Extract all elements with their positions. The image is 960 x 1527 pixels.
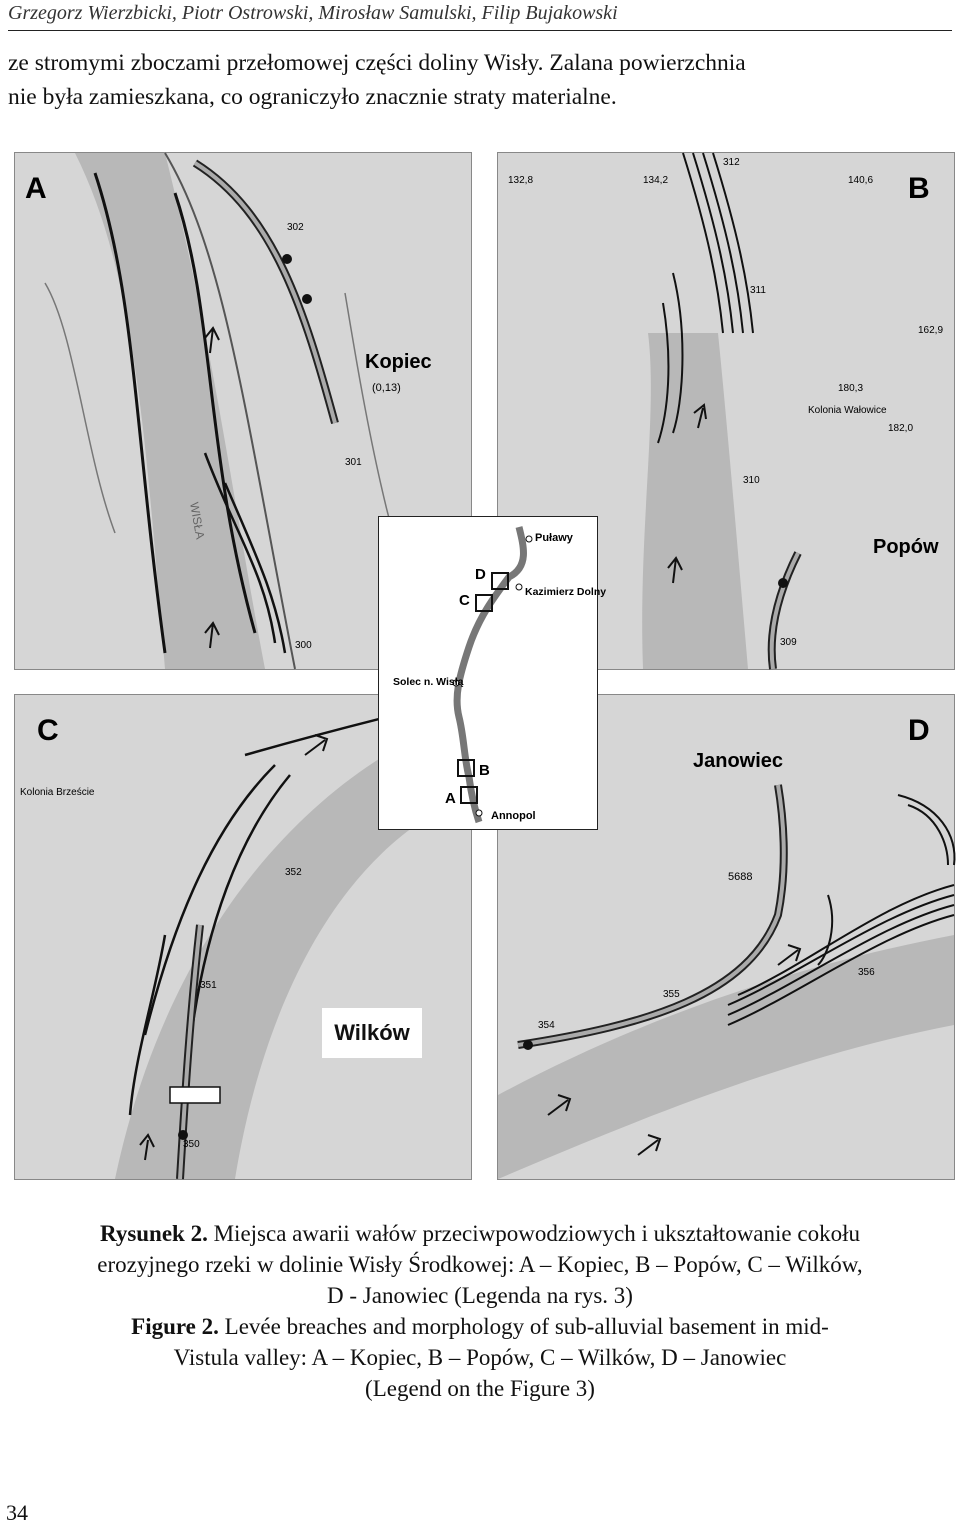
map-b-place: Popów [873, 536, 939, 558]
figure-caption [30, 1218, 930, 1404]
map-a-letter: A [25, 172, 47, 205]
map-a-river: WISŁA [187, 501, 208, 541]
map-a-point-301: 301 [345, 457, 362, 468]
caption-en-label: Figure 2. [131, 1314, 219, 1339]
map-d-road: 5688 [728, 871, 753, 883]
running-header [8, 0, 952, 31]
caption-en-line-2: Vistula valley: A – Kopiec, B – Popów, C – Wilków, D – Janowiec [173, 1345, 787, 1370]
map-c-point-350: 350 [183, 1139, 200, 1150]
inset-label-annopol: Annopol [491, 810, 536, 822]
caption-en-line-3: (Legend on the Figure 3) [365, 1376, 595, 1401]
inset-label-solec: Solec n. Wisłą [393, 676, 464, 688]
map-d-point-354: 354 [538, 1020, 555, 1031]
map-a-point-302: 302 [287, 222, 304, 233]
map-b-point-312: 312 [723, 157, 740, 168]
inset-marker-d: D [475, 566, 486, 583]
map-b-height-4: 162,9 [918, 325, 944, 336]
intro-line-2: nie była zamieszkana, co ograniczyło znacznie straty materialne. [8, 84, 617, 110]
map-b-height-2: 134,2 [643, 175, 669, 186]
page-number: 34 [6, 1500, 28, 1525]
map-b-point-311: 311 [750, 285, 766, 296]
map-b-height-3: 140,6 [848, 175, 874, 186]
caption-pl-label: Rysunek 2. [100, 1221, 208, 1246]
map-d-point-356: 356 [858, 967, 875, 978]
overview-inset-map [378, 516, 607, 830]
inset-marker-c: C [459, 592, 470, 609]
map-a-place-note: (0,13) [372, 382, 401, 394]
map-b-point-309: 309 [780, 637, 797, 648]
intro-line-1: ze stromymi zboczami przełomowej części doliny Wisły. Zalana powierzchnia [8, 50, 746, 76]
caption-pl-line-3: D - Janowiec (Legenda na rys. 3) [327, 1283, 633, 1308]
map-c-letter: C [37, 714, 59, 747]
map-d-point-355: 355 [663, 989, 680, 1000]
map-b-height-1: 132,8 [508, 175, 534, 186]
map-a-point-300: 300 [295, 640, 312, 651]
authors: Grzegorz Wierzbicki, Piotr Ostrowski, Mirosław Samulski, Filip Bujakowski [8, 2, 618, 24]
map-c-point-352: 352 [285, 867, 302, 878]
map-b-village: Kolonia Wałowice [808, 405, 887, 416]
caption-en-line-1: Levée breaches and morphology of sub-alluvial basement in mid- [224, 1314, 829, 1339]
map-b-height-6: 180,3 [838, 383, 864, 394]
inset-label-kazimierz: Kazimierz Dolny [525, 586, 607, 598]
map-d-letter: D [908, 714, 930, 747]
map-b-point-310: 310 [743, 475, 760, 486]
wilkow-label: Wilków [322, 1008, 422, 1058]
map-a-place: Kopiec [365, 351, 432, 373]
caption-pl-line-1: Miejsca awarii wałów przeciwpowodziowych i ukształtowanie cokołu [213, 1221, 860, 1246]
intro-paragraph [8, 46, 952, 114]
map-d-place: Janowiec [693, 750, 784, 772]
inset-marker-a: A [445, 790, 456, 807]
map-b-letter: B [908, 172, 930, 205]
inset-marker-b: B [479, 762, 490, 779]
map-c-point-351: 351 [200, 980, 217, 991]
inset-label-pulawy: Puławy [535, 532, 573, 544]
caption-pl-line-2: erozyjnego rzeki w dolinie Wisły Środkowej: A – Kopiec, B – Popów, C – Wilków, [97, 1252, 863, 1277]
map-c-village: Kolonia Brzeście [20, 787, 95, 798]
map-b-height-5: 182,0 [888, 423, 914, 434]
